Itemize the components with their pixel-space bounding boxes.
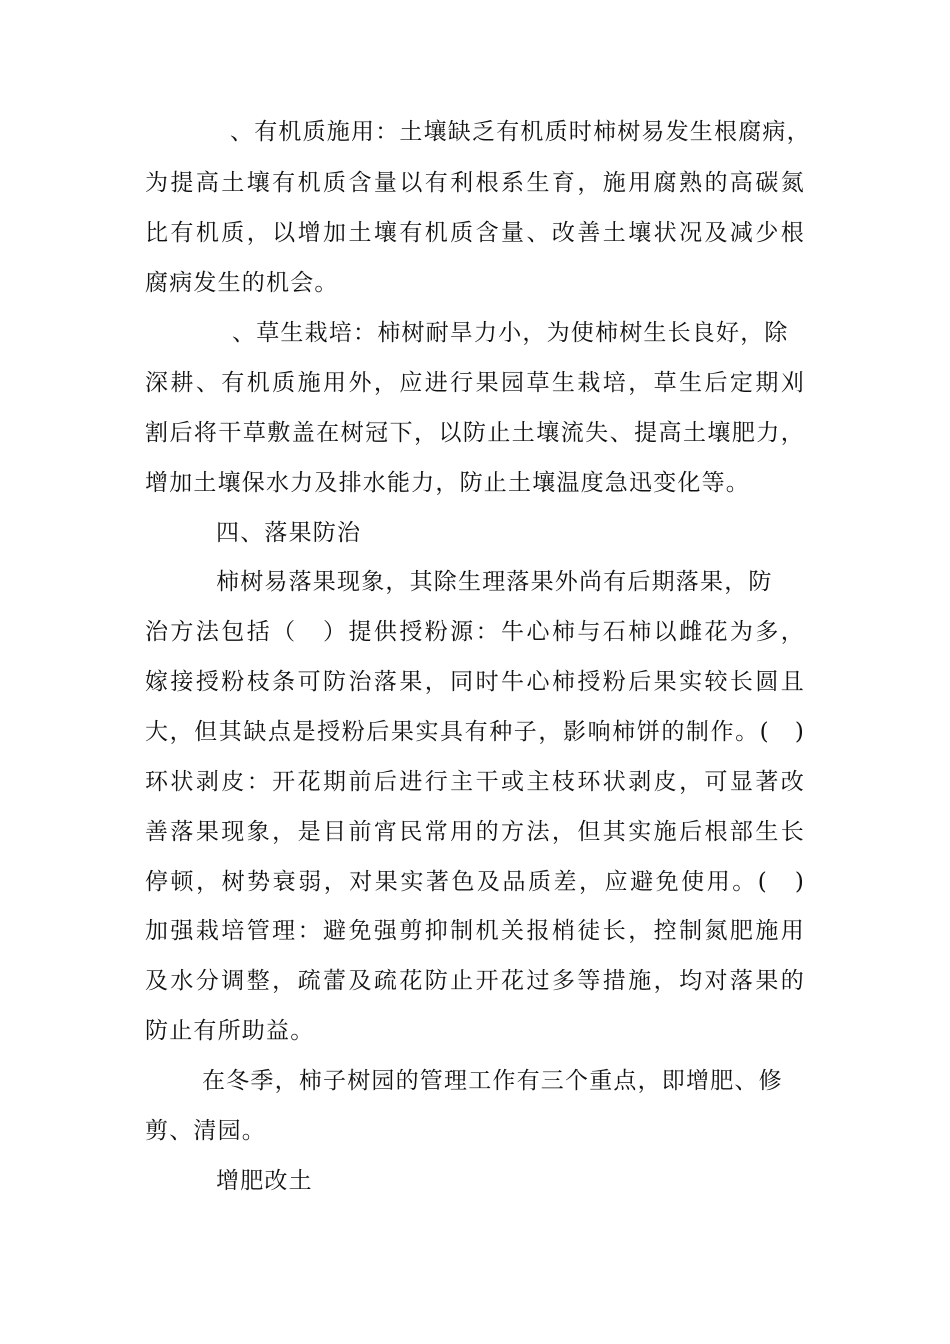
paragraph-line: 加强栽培管理：避免强剪抑制机关报梢徒长，控制氮肥施用 [145, 918, 805, 944]
section-heading: 增肥改土 [216, 1168, 313, 1194]
paragraph-line: 比有机质，以增加土壤有机质含量、改善土壤状况及减少根 [145, 220, 805, 246]
paragraph-line: 防止有所助益。 [145, 1018, 315, 1044]
paragraph-line: 为提高土壤有机质含量以有利根系生育，施用腐熟的高碳氮 [145, 170, 805, 196]
paragraph-line: 嫁接授粉枝条可防治落果，同时牛心柿授粉后果实较长圆且 [145, 669, 805, 695]
paragraph-line: 大，但其缺点是授粉后果实具有种子，影响柿饼的制作。( ) [145, 719, 805, 745]
paragraph-line: 割后将干草敷盖在树冠下，以防止土壤流失、提高土壤肥力， [145, 420, 805, 446]
section-heading: 四、落果防治 [216, 520, 362, 546]
paragraph-line: 、有机质施用：土壤缺乏有机质时柿树易发生根腐病， [230, 119, 811, 145]
paragraph-line: 增加土壤保水力及排水能力，防止土壤温度急迅变化等。 [145, 470, 750, 496]
paragraph-line: 在冬季，柿子树园的管理工作有三个重点，即增肥、修 [202, 1068, 783, 1094]
paragraph-line: 停顿，树势衰弱，对果实著色及品质差，应避免使用。( ) [145, 869, 805, 895]
paragraph-line: 治方法包括（ ）提供授粉源：牛心柿与石柿以雌花为多， [145, 619, 805, 645]
paragraph-line: 深耕、有机质施用外，应进行果园草生栽培，草生后定期刈 [145, 370, 805, 396]
paragraph-line: 环状剥皮：开花期前后进行主干或主枝环状剥皮，可显著改 [145, 769, 805, 795]
paragraph-line: 善落果现象，是目前宵民常用的方法，但其实施后根部生长 [145, 819, 805, 845]
paragraph-line: 柿树易落果现象，其除生理落果外尚有后期落果，防 [216, 569, 773, 595]
paragraph-line: 及水分调整，疏蕾及疏花防止开花过多等措施，均对落果的 [145, 968, 805, 994]
paragraph-line: 、草生栽培：柿树耐旱力小，为使柿树生长良好，除 [232, 320, 789, 346]
paragraph-line: 剪、清园。 [145, 1118, 266, 1144]
paragraph-line: 腐病发生的机会。 [145, 270, 339, 296]
